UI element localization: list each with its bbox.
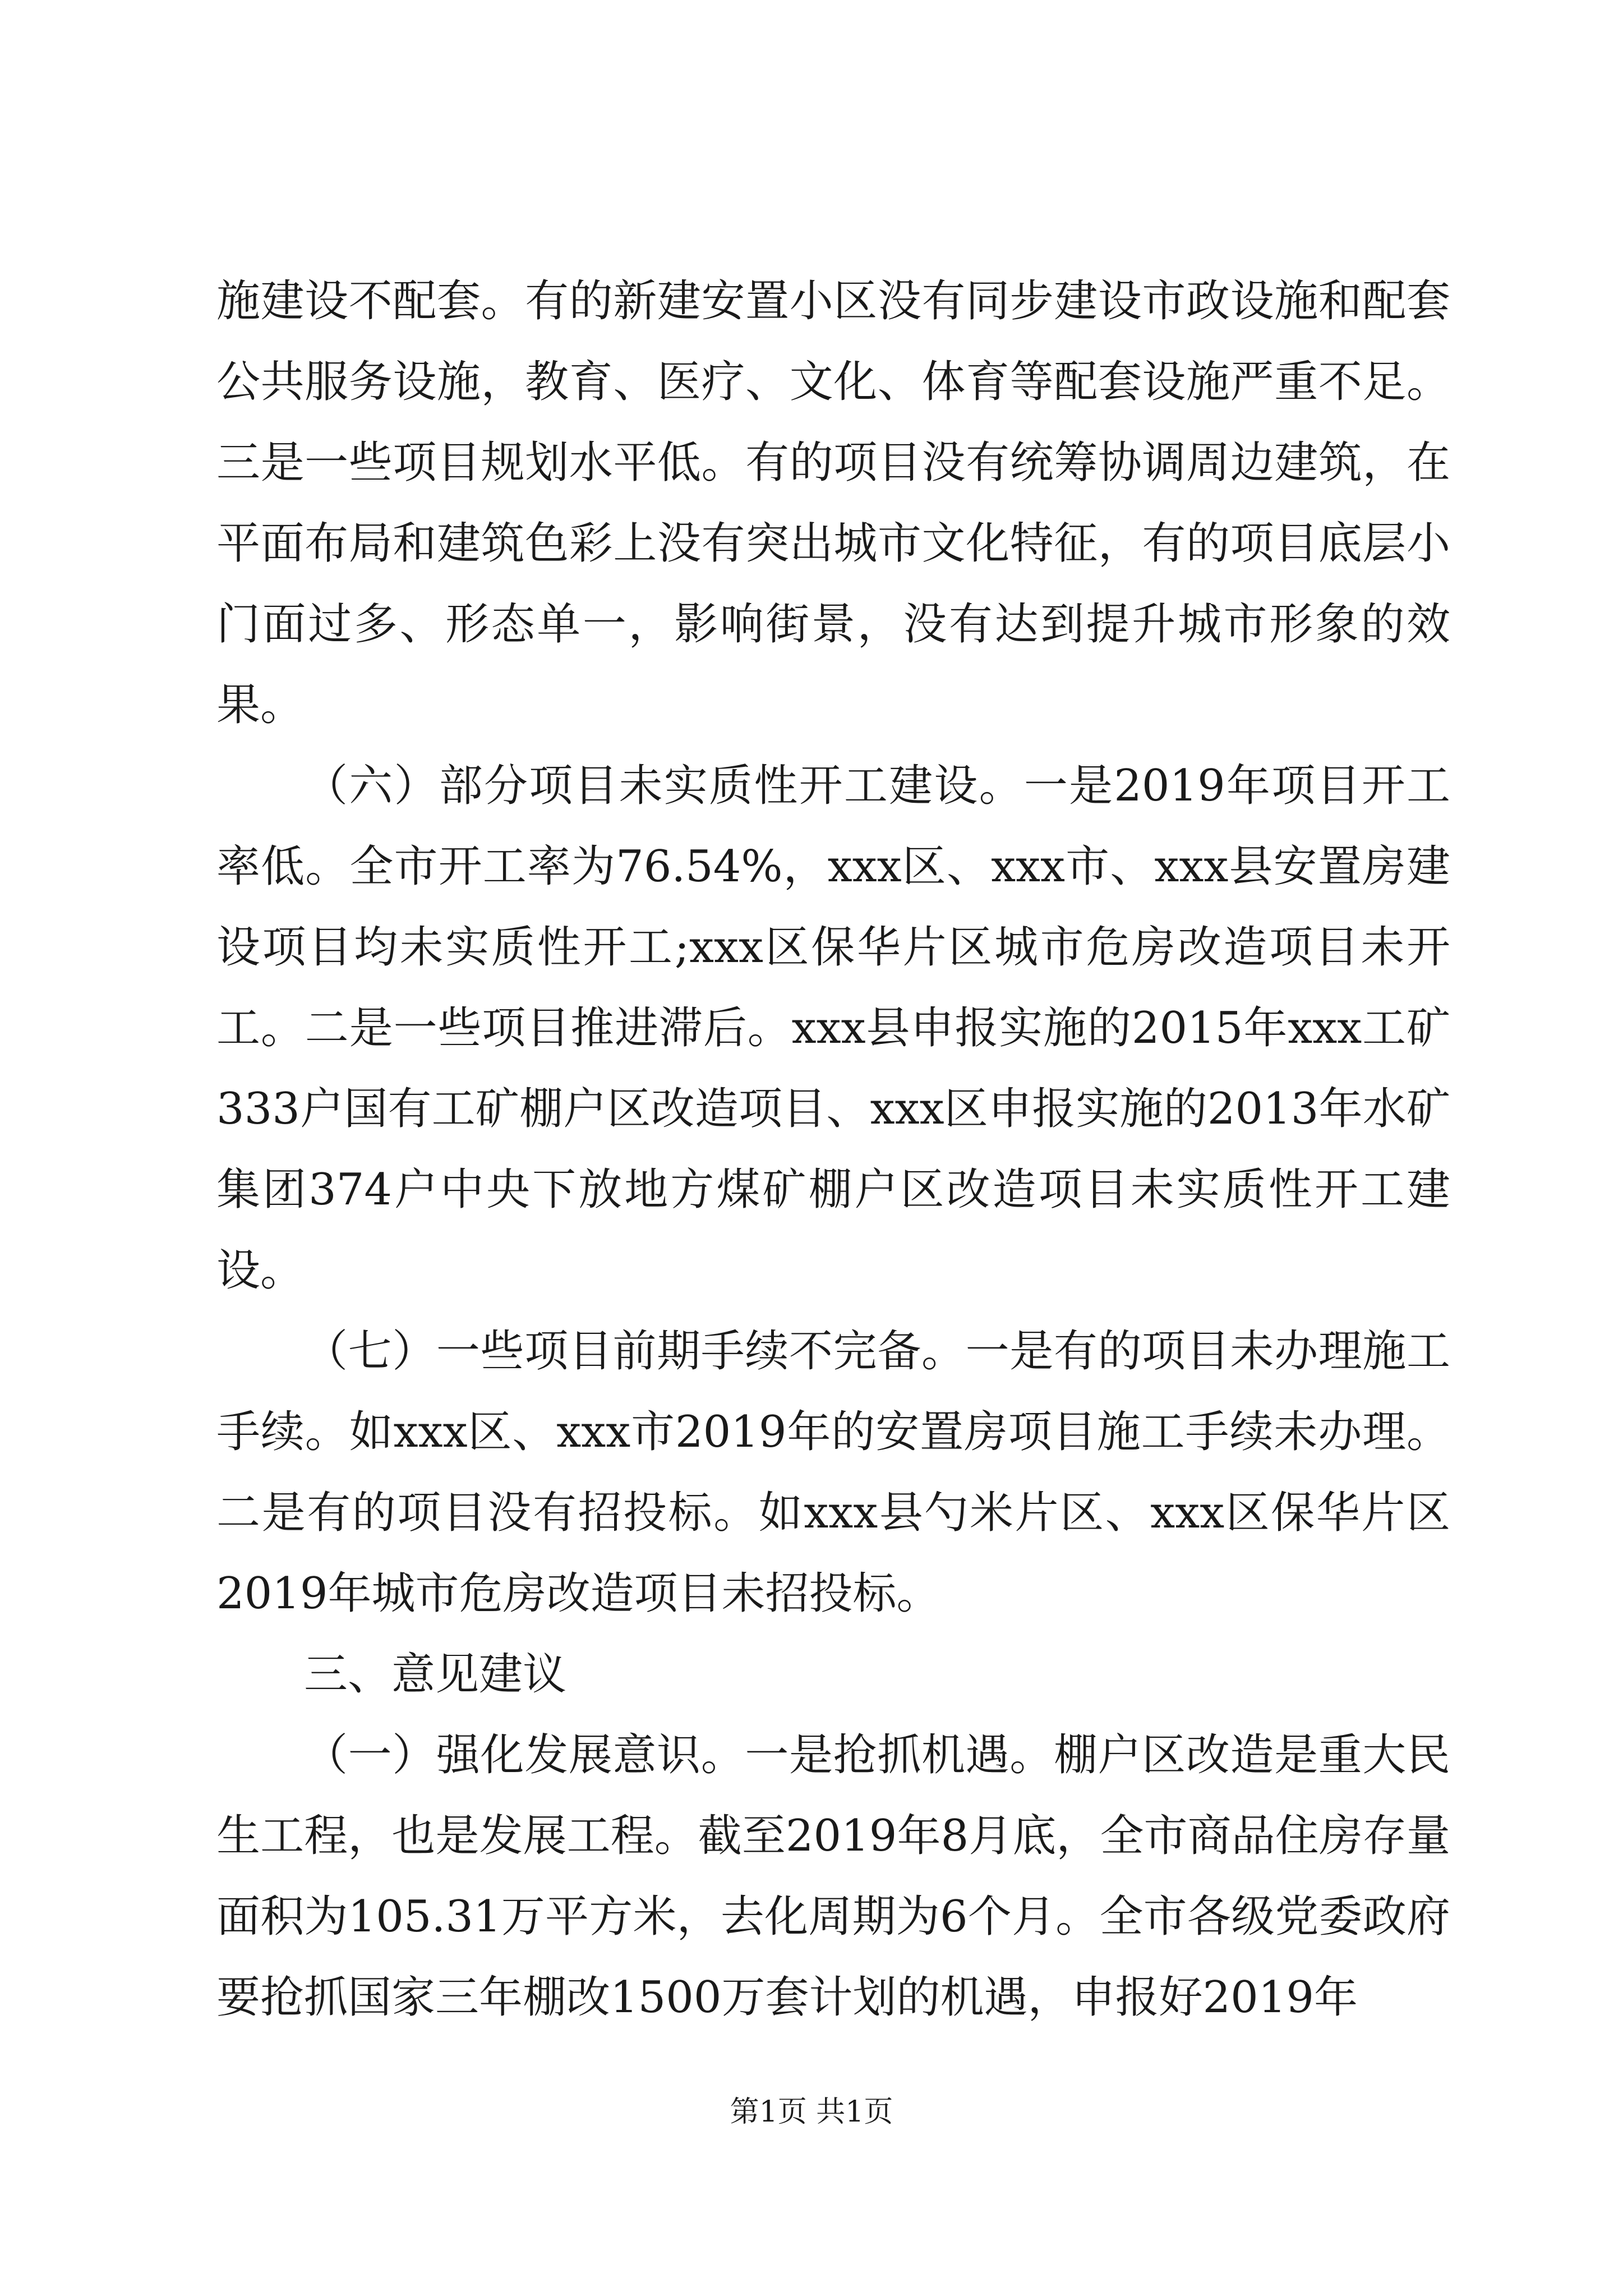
page-footer bbox=[0, 2092, 1623, 2132]
paragraph-continuation: 施建设不配套。有的新建安置小区没有同步建设市政设施和配套公共服务设施，教育、医疗、文化、体育等配套设施严重不足。三是一些项目规划水平低。有的项目没有统筹协调周边建筑，在平面布局和建筑色彩上没有突出城市文化特征，有的项目底层小门面过多、形态单一，影响街景，没有达到提升城市形象的效果。 bbox=[216, 276, 1450, 730]
section-heading-suggestions: 三、意见建议 bbox=[304, 1649, 567, 1700]
paragraph-section-6: （六）部分项目未实质性开工建设。一是2019年项目开工率低。全市开工率为76.54%，xxx区、xxx市、xxx县安置房建设项目均未实质性开工;xxx区保华片区城市危房改造项目未开工。二是一些项目推进滞后。xxx县申报实施的2015年xxx工矿333户国有工矿棚户区改造项目、xxx区申报实施的2013年水矿集团374户中央下放地方煤矿棚户区改造项目未实质性开工建设。 bbox=[216, 761, 1450, 1296]
paragraph-suggestion-1: （一）强化发展意识。一是抢抓机遇。棚户区改造是重大民生工程，也是发展工程。截至2019年8月底，全市商品住房存量面积为105.31万平方米，去化周期为6个月。全市各级党委政府要抢抓国家三年棚改1500万套计划的机遇，申报好2019年 bbox=[216, 1730, 1450, 2023]
document-body bbox=[216, 261, 1450, 2038]
paragraph-section-7: （七）一些项目前期手续不完备。一是有的项目未办理施工手续。如xxx区、xxx市2019年的安置房项目施工手续未办理。二是有的项目没有招投标。如xxx县勺米片区、xxx区保华片区2019年城市危房改造项目未招投标。 bbox=[216, 1326, 1450, 1619]
page-number-label: 第1页 共1页 bbox=[730, 2095, 893, 2129]
